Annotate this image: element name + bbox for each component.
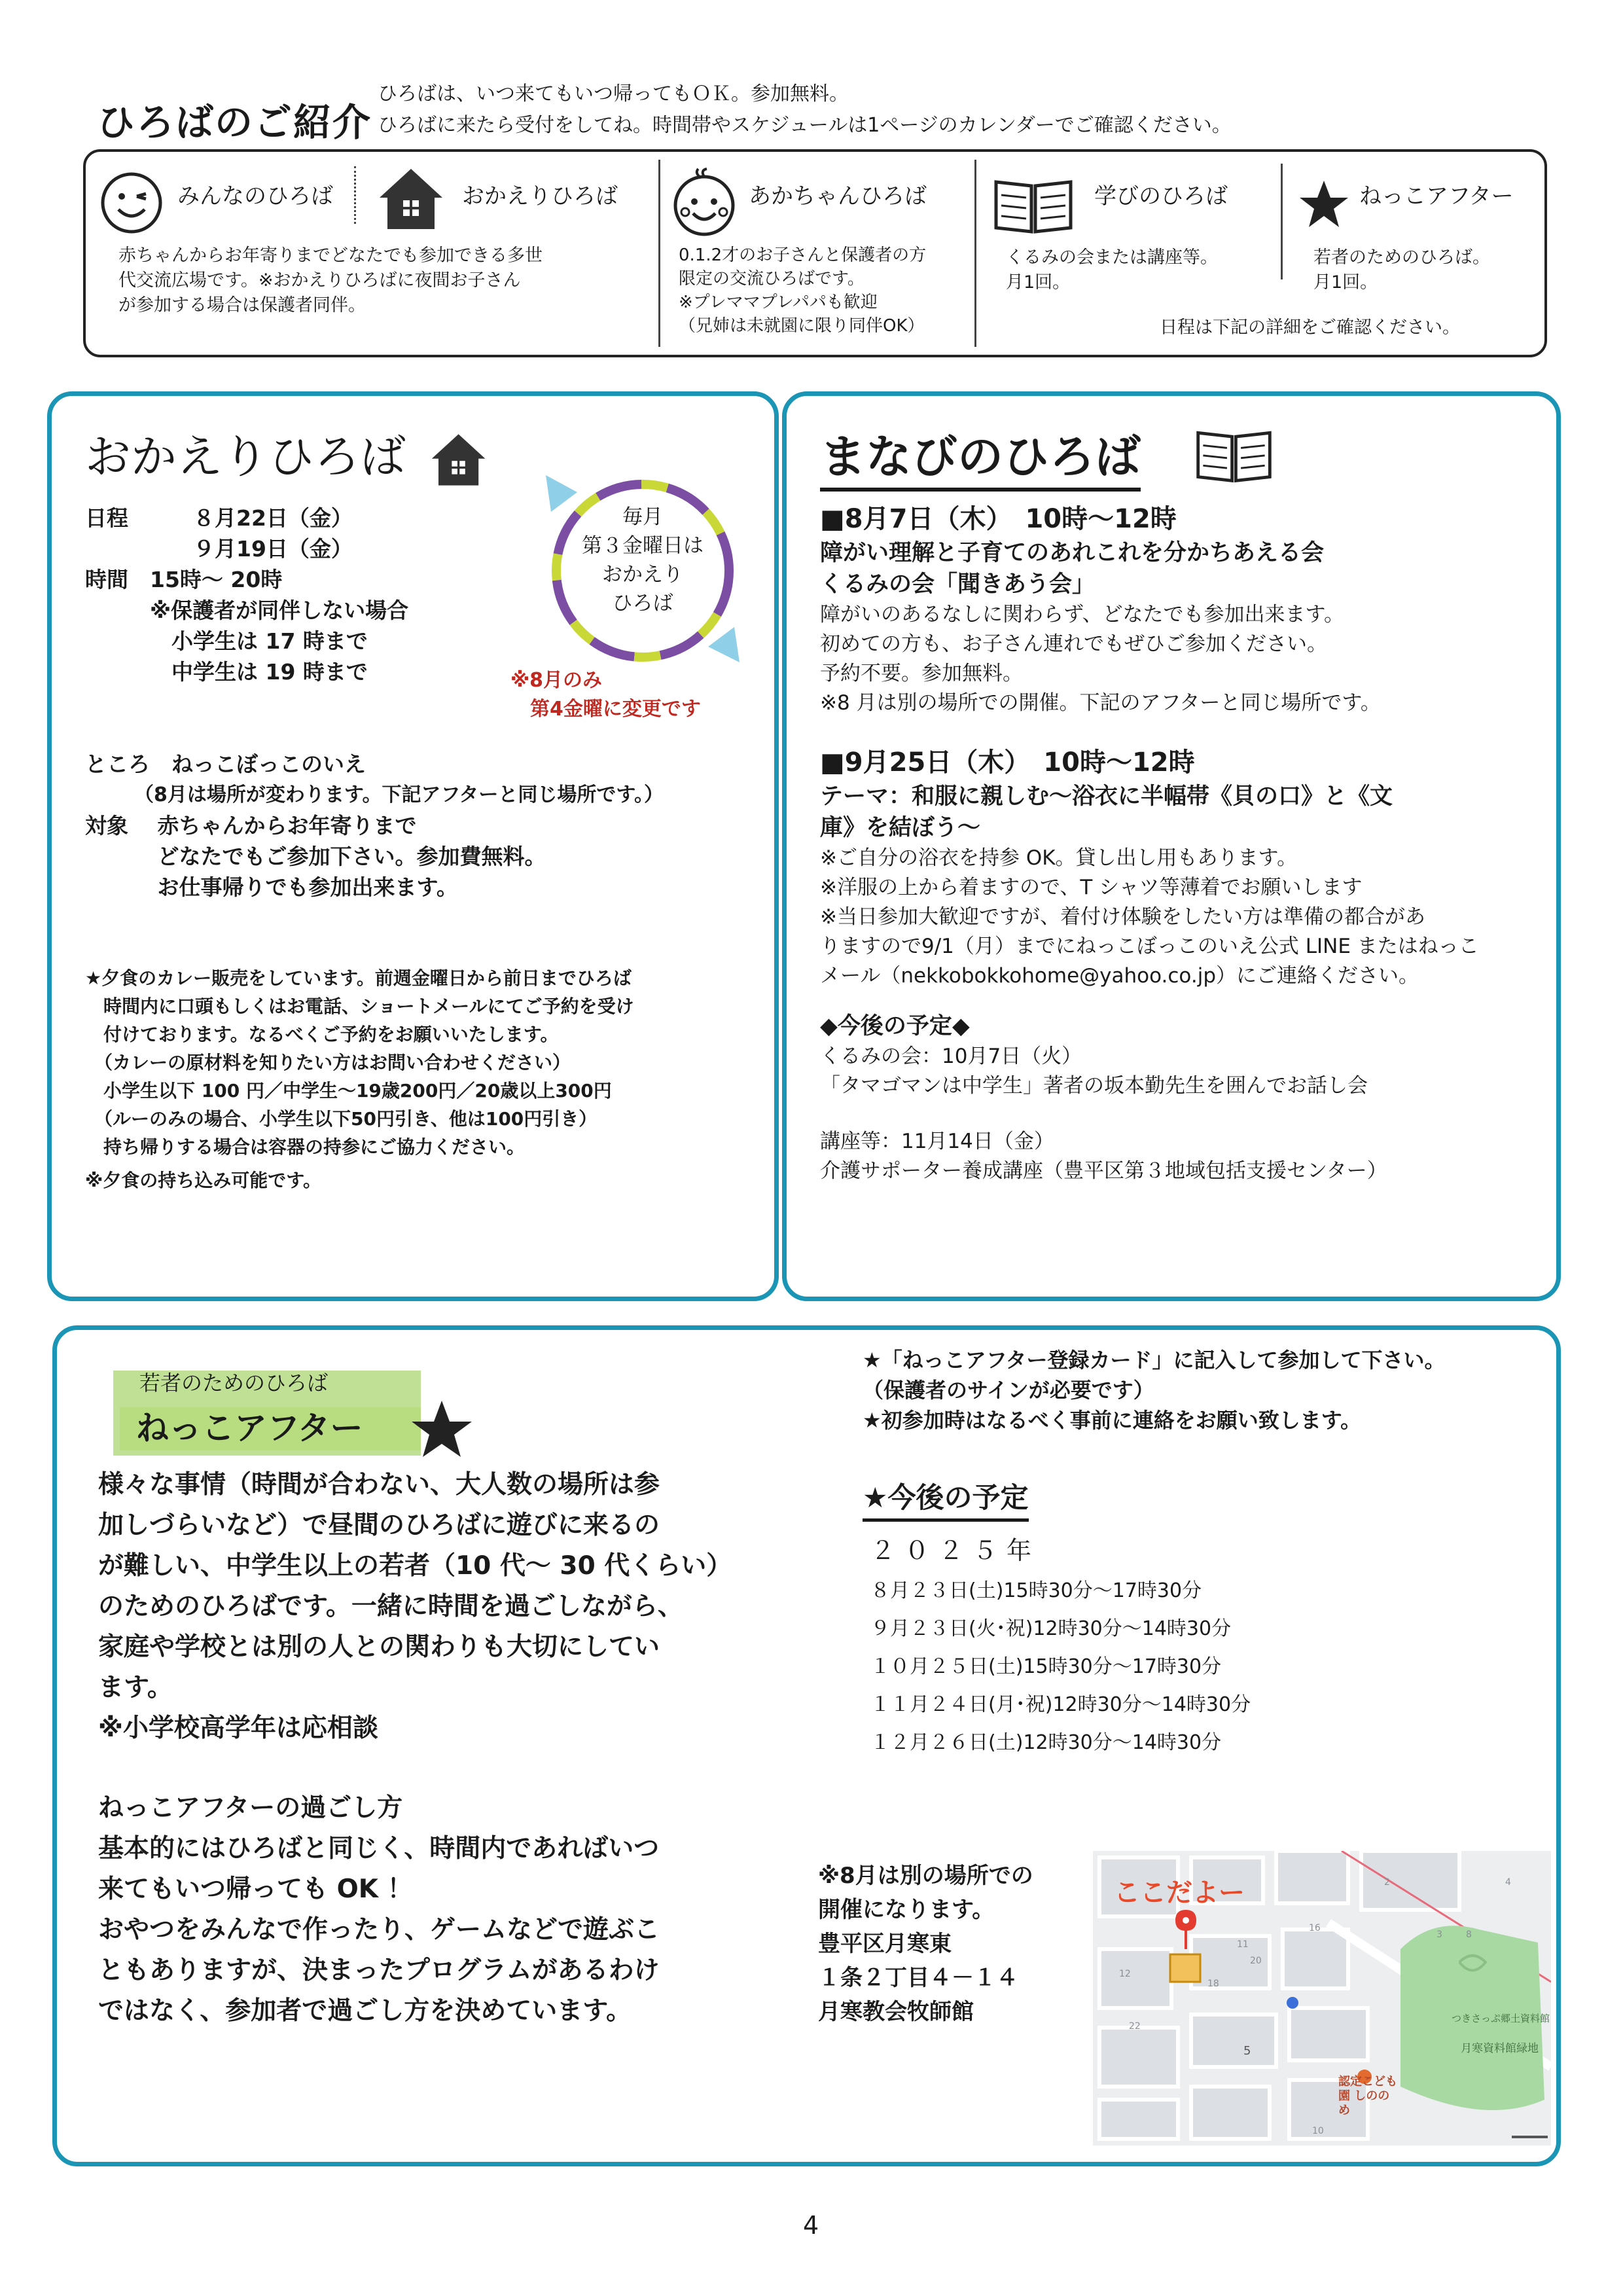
okaeri-line: 日程 ８月22日（金）: [85, 505, 353, 531]
event-line: ※洋服の上から着ますので、T シャツ等薄着でお願いします: [820, 876, 1363, 899]
dinner-line: （カレーの原材料を知りたい方はお問い合わせください）: [85, 1052, 571, 1073]
intro-footer: 日程は下記の詳細をご確認ください。: [1160, 317, 1460, 338]
intro-body-line: 月1回。: [1313, 272, 1378, 293]
event-heading: ■8月7日（木） 10時～12時: [820, 504, 1177, 534]
after-line: [98, 1749, 732, 1788]
after-line: 様々な事情（時間が合わない、大人数の場所は参: [98, 1470, 660, 1499]
okaeri-line: 小学生は 17 時まで: [85, 628, 368, 654]
intro-col-akachan: [660, 152, 974, 355]
after-line: 加しづらいなど）で昼間のひろばに遊びに来るの: [98, 1511, 660, 1540]
intro-body-line: 0.1.2才のお子さんと保護者の方: [679, 245, 927, 265]
intro-body-line: 赤ちゃんからお年寄りまでどなたでも参加できる多世: [118, 245, 543, 266]
intro-body-minna: [118, 243, 543, 318]
badge-line: おかえり: [602, 563, 683, 586]
future-line: [820, 1101, 1479, 1127]
event-line: ※ご自分の浴衣を持参 OK。貸し出し用もあります。: [820, 846, 1298, 870]
block-number: 12: [1119, 1969, 1131, 1979]
block-number: 8: [1466, 1929, 1472, 1940]
event-line: メール（nekkobokkohome@yahoo.co.jp）にご連絡ください。: [820, 964, 1419, 988]
event-line: 障がいのあるなしに関わらず、どなたでも参加出来ます。: [820, 603, 1345, 626]
header-desc-line: ひろばは、いつ来てもいつ帰ってもＯＫ。参加無料。: [378, 82, 849, 105]
dinner-line: 付けております。なるべくご予約をお願いいたします。: [85, 1024, 559, 1045]
after-line: 家庭や学校とは別の人との関わりも大切にしてい: [98, 1632, 660, 1662]
after-description: [98, 1465, 732, 2032]
intro-body-line: 月1回。: [1006, 272, 1071, 293]
okaeri-dinner-info: [85, 964, 634, 1194]
intro-col-manabi-after: [976, 152, 1546, 355]
schedule-item: ９月２３日(火･祝)12時30分～14時30分: [870, 1617, 1232, 1640]
block-number: 5: [1243, 2044, 1251, 2058]
smiley-wink-icon: [99, 170, 164, 236]
dinner-line: 持ち帰りする場合は容器の持参にご協力ください。: [85, 1136, 526, 1158]
event-line: ※8 月は別の場所での開催。下記のアフターと同じ場所です。: [820, 691, 1381, 715]
map-callout: ここだよー: [1114, 1878, 1245, 1908]
intro-body-line: ※プレママプレパパも歓迎: [679, 293, 878, 312]
header-description: [378, 79, 1232, 141]
place-line: １条２丁目４－１４: [818, 1965, 1018, 1991]
okaeri-title: [85, 420, 488, 488]
okaeri-line: ※保護者が同伴しない場合: [85, 598, 409, 623]
after-line: ではなく、参加者で過ごし方を決めています。: [98, 1996, 632, 2026]
block-number: 22: [1129, 2021, 1141, 2032]
future-line: くるみの会：10月7日（火）: [820, 1045, 1082, 1068]
after-line: おやつをみんなで作ったり、ゲームなどで遊ぶこ: [98, 1915, 660, 1945]
schedule-item: １２月２６日(土)12時30分～14時30分: [870, 1731, 1222, 1754]
intro-body-line: （兄姉は未就園に限り同伴OK）: [679, 316, 925, 336]
after-right-line: ★初参加時はなるべく事前に連絡をお願い致します。: [863, 1408, 1362, 1433]
intro-body-akachan: [679, 243, 926, 338]
after-line: ねっこアフターの過ごし方: [98, 1793, 403, 1823]
after-badge-subtitle: 若者のためのひろば: [139, 1371, 329, 1395]
dinner-line: ※夕食の持ち込み可能です。: [85, 1170, 321, 1191]
after-place-info: [818, 1859, 1033, 2029]
badge-line: 第３金曜日は: [582, 534, 704, 558]
event-title: 障がい理解と子育てのあれこれを分かちあえる会: [820, 540, 1325, 566]
intro-box: [83, 149, 1547, 357]
okaeri-line: お仕事帰りでも参加出来ます。: [85, 874, 458, 900]
dinner-line: 小学生以下 100 円／中学生～19歳200円／20歳以上300円: [85, 1080, 612, 1102]
place-line: 開催になります。: [818, 1897, 995, 1923]
okaeri-line: （8月は場所が変わります。下記アフターと同じ場所です。）: [85, 783, 664, 806]
dinner-line: 時間内に口頭もしくはお電話、ショートメールにてご予約を受け: [85, 996, 634, 1017]
block-number: 16: [1309, 1923, 1321, 1933]
okaeri-august-note: [510, 666, 701, 724]
map-block-numbers: [1099, 1857, 1551, 2145]
after-line: ※小学校高学年は応相談: [98, 1713, 378, 1743]
event-title: くるみの会「聞きあう会」: [820, 571, 1096, 598]
intro-body-line: 若者のためのひろば。: [1313, 247, 1490, 268]
block-number: 2: [1384, 1877, 1390, 1888]
after-line: 基本的にはひろばと同じく、時間内であればいつ: [98, 1834, 660, 1863]
map-nursery-label: 認定こども園 しののめ: [1338, 2075, 1397, 2117]
okaeri-line: どなたでもご参加下さい。参加費無料。: [85, 844, 546, 869]
intro-label-after: ねっこアフター: [1359, 183, 1514, 209]
after-right-line: （保護者のサインが必要です）: [863, 1378, 1154, 1403]
page-title: ひろばのご紹介: [97, 100, 372, 145]
block-number: 3: [1436, 1929, 1442, 1940]
intro-body-after: [1313, 245, 1490, 295]
intro-divider: [354, 166, 356, 224]
future-line: 「タマゴマンは中学生」著者の坂本勤先生を囲んでお話し会: [820, 1074, 1368, 1098]
event-line: りますので9/1（月）までにねっこぼっこのいえ公式 LINE またはねっこ: [820, 935, 1479, 958]
star-icon: [1297, 178, 1351, 230]
okaeri-line: ところ ねっこぼっこのいえ: [85, 751, 366, 777]
after-line: ます。: [98, 1673, 173, 1702]
intro-body-manabi: [1006, 245, 1218, 295]
intro-body-line: 代交流広場です。※おかえりひろばに夜間お子さん: [118, 270, 521, 291]
open-book-icon: [1193, 425, 1275, 484]
after-line: のためのひろばです。一緒に時間を過ごしながら、: [98, 1592, 683, 1621]
baby-face-icon: [668, 168, 740, 240]
block-number: 11: [1237, 1939, 1249, 1950]
after-badge-title: ねっこアフター: [136, 1409, 363, 1447]
after-line: 来てもいつ帰っても OK ！: [98, 1874, 413, 1904]
event-title: 庫》を結ぼう～: [820, 815, 981, 841]
badge-line: ひろば: [612, 592, 673, 615]
okaeri-line: 対象 赤ちゃんからお年寄りまで: [85, 813, 417, 838]
note-line: 第4金曜に変更です: [510, 698, 701, 721]
after-registration-info: [863, 1345, 1445, 1435]
event-line: 予約不要。参加無料。: [820, 662, 1023, 685]
after-schedule-title: ★今後の予定: [863, 1476, 1029, 1522]
badge-line: 毎月: [622, 505, 663, 529]
intro-col-minna-okaeri: [86, 152, 658, 355]
place-line: 豊平区月寒東: [818, 1931, 952, 1957]
manabi-title: [820, 420, 1141, 492]
intro-label-akachan: あかちゃんひろば: [749, 183, 927, 209]
okaeri-title-text: おかえりひろば: [85, 430, 406, 484]
block-number: 10: [1312, 2126, 1324, 2136]
event-heading: ■9月25日（木） 10時～12時: [820, 747, 1195, 778]
house-icon: [377, 166, 446, 232]
place-line: 月寒教会牧師館: [818, 1999, 974, 2025]
dinner-line: （ルーのみの場合、小学生以下50円引き、他は100円引き）: [85, 1108, 597, 1130]
block-number: 20: [1250, 1956, 1262, 1966]
house-icon: [429, 432, 488, 488]
intro-divider: [1281, 164, 1283, 279]
note-line: ※8月のみ: [510, 669, 603, 692]
schedule-item: ８月２３日(土)15時30分～17時30分: [870, 1579, 1202, 1602]
map-park-label: 月寒資料館緑地: [1461, 2042, 1539, 2055]
event-line: 初めての方も、お子さん連れでもぜひご参加ください。: [820, 632, 1327, 656]
intro-label-minna: みんなのひろば: [177, 183, 333, 209]
manabi-details: [820, 501, 1479, 1186]
manabi-title-text: まなびのひろば: [820, 430, 1141, 484]
block-number: 18: [1207, 1979, 1219, 1989]
map-museum-label: つきさっぷ郷土資料館: [1452, 2013, 1550, 2024]
schedule-item: １１月２４日(月･祝)12時30分～14時30分: [870, 1693, 1251, 1716]
open-book-icon: [991, 175, 1076, 234]
after-line: が難しい、中学生以上の若者（10 代～ 30 代くらい）: [98, 1551, 732, 1581]
future-heading: ◆今後の予定◆: [820, 1013, 970, 1039]
intro-body-line: が参加する場合は保護者同伴。: [118, 295, 366, 315]
okaeri-line: 中学生は 19 時まで: [85, 659, 368, 685]
event-line: ※当日参加大歓迎ですが、着付け体験をしたい方は準備の都合があ: [820, 905, 1425, 929]
okaeri-line: 時間 15時～ 20時: [85, 567, 283, 592]
after-schedule: [870, 1532, 1251, 1762]
intro-label-manabi: 学びのひろば: [1094, 183, 1228, 209]
intro-label-okaeri: おかえりひろば: [462, 183, 618, 209]
future-line: 介護サポーター養成講座（豊平区第３地域包括支援センター）: [820, 1159, 1387, 1183]
after-line: ともありますが、決まったプログラムがあるわけ: [98, 1956, 660, 1985]
header-desc-line: ひろばに来たら受付をしてね。時間帯やスケジュールは1ページのカレンダーでご確認ください。: [378, 114, 1232, 137]
okaeri-line: ９月19日（金）: [85, 536, 353, 562]
event-title: テーマ：和服に親しむ～浴衣に半幅帯《貝の口》と《文: [820, 783, 1393, 810]
after-right-line: ★「ねっこアフター登録カード」に記入して参加して下さい。: [863, 1348, 1446, 1372]
place-line: ※8月は別の場所での: [818, 1863, 1033, 1889]
intro-body-line: くるみの会または講座等。: [1006, 247, 1218, 268]
schedule-year: ２０２５年: [870, 1536, 1041, 1565]
dinner-line: ★夕食のカレー販売をしています。前週金曜日から前日までひろば: [85, 967, 632, 989]
block-number: 4: [1505, 1877, 1511, 1888]
intro-body-line: 限定の交流ひろばです。: [679, 269, 865, 289]
page-number: 4: [803, 2211, 819, 2240]
schedule-item: １０月２５日(土)15時30分～17時30分: [870, 1655, 1222, 1678]
future-line: 講座等：11月14日（金）: [820, 1130, 1054, 1153]
